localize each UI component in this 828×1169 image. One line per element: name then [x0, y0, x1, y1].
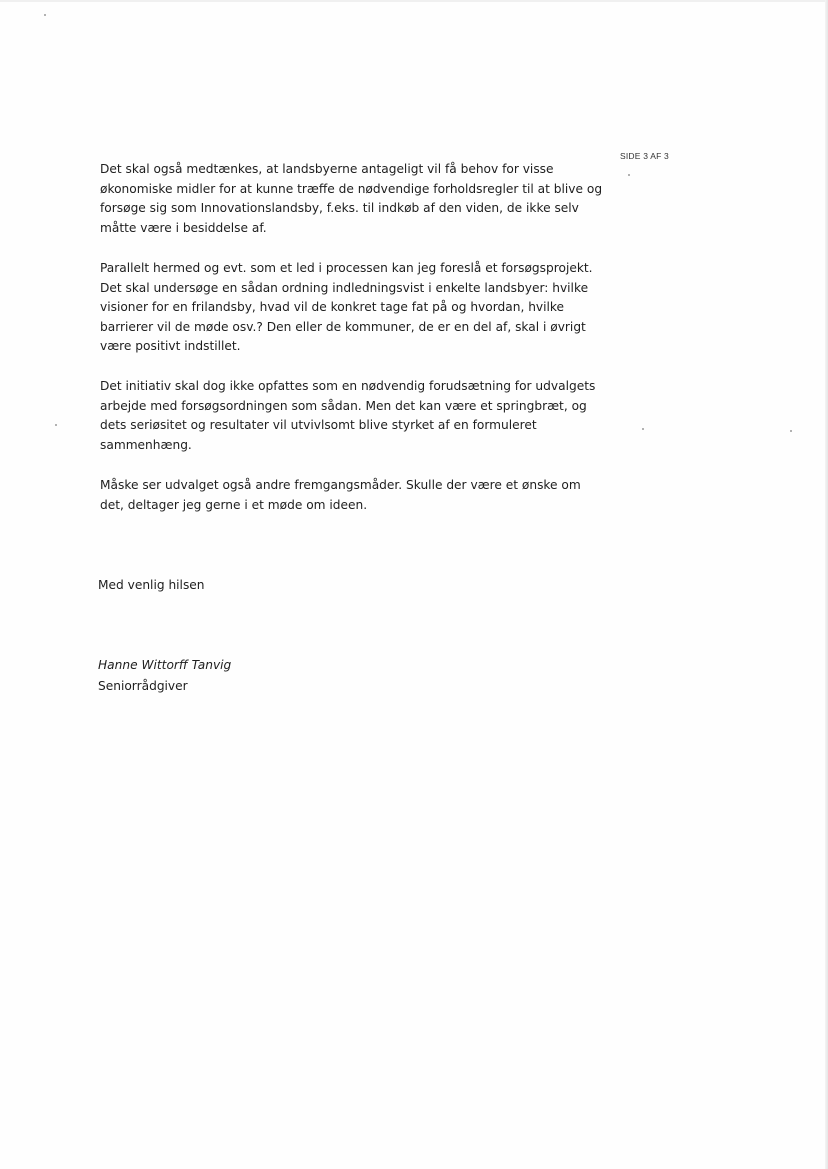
paragraph-line: barrierer vil de møde osv.? Den eller de kommuner, de er en del af, skal i øvrigt — [100, 319, 586, 334]
scan-edge-top — [0, 0, 828, 2]
closing-salutation: Med venlig hilsen — [98, 578, 205, 592]
signature-title: Seniorrådgiver — [98, 679, 188, 693]
scan-speck — [44, 14, 46, 16]
paragraph-line: arbejde med forsøgsordningen som sådan. Men det kan være et springbræt, og — [100, 398, 587, 413]
signature-name: Hanne Wittorff Tanvig — [98, 658, 232, 672]
page-number: SIDE 3 AF 3 — [620, 151, 669, 161]
paragraph-line: det, deltager jeg gerne i et møde om ideen. — [100, 497, 368, 512]
paragraph-line: Det initiativ skal dog ikke opfattes som en nødvendig forudsætning for udvalgets — [100, 379, 596, 393]
paragraph-line: Måske ser udvalget også andre fremgangsmåder. Skulle der være et ønske om — [100, 478, 581, 492]
paragraph-line: Det skal undersøge en sådan ordning indledningsvist i enkelte landsbyer: hvilke — [100, 280, 589, 295]
scan-speck — [55, 424, 57, 426]
scan-speck — [628, 174, 630, 176]
paragraph-line: Parallelt hermed og evt. som et led i processen kan jeg foreslå et forsøgsprojekt. — [100, 261, 593, 275]
paragraph-2 — [100, 259, 600, 357]
scan-speck — [790, 430, 792, 432]
paragraph-line: sammenhæng. — [100, 437, 192, 452]
paragraph-4 — [100, 476, 600, 515]
paragraph-line: økonomiske midler for at kunne træffe de nødvendige forholdsregler til at blive og — [100, 181, 603, 196]
scan-speck — [642, 428, 644, 430]
paragraph-1 — [100, 160, 603, 238]
paragraph-line: dets seriøsitet og resultater vil utvivlsomt blive styrket af en formuleret — [100, 418, 537, 432]
paragraph-line: forsøge sig som Innovationslandsby, f.eks. til indkøb af den viden, de ikke selv — [100, 201, 579, 215]
paragraph-line: måtte være i besiddelse af. — [100, 220, 267, 235]
paragraph-3 — [100, 377, 600, 455]
paragraph-line: visioner for en frilandsby, hvad vil de konkret tage fat på og hvordan, hvilke — [100, 300, 565, 314]
paragraph-line: være positivt indstillet. — [100, 339, 241, 353]
paragraph-line: Det skal også medtænkes, at landsbyerne antageligt vil få behov for visse — [100, 162, 554, 176]
